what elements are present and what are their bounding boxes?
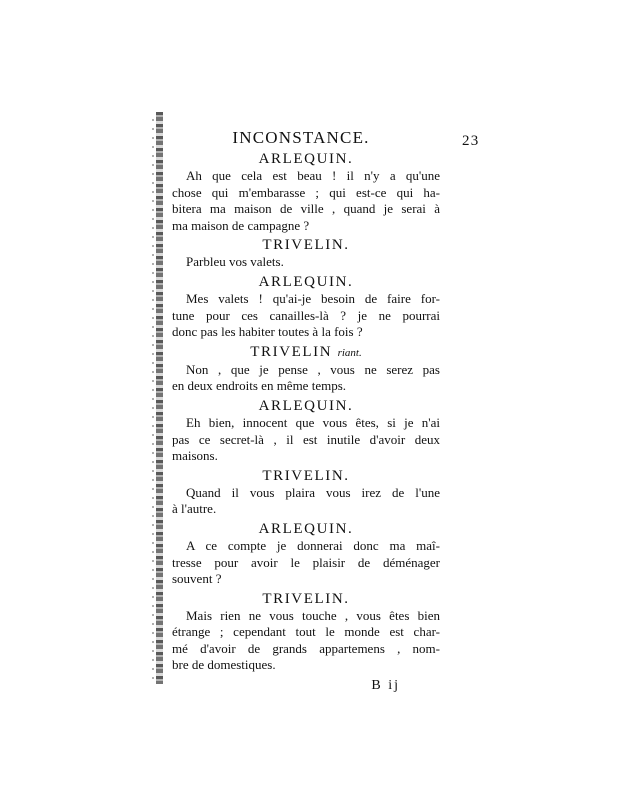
speaker-heading (172, 236, 440, 254)
speaker-name: ARLEQUIN. (258, 397, 354, 414)
page-number: 23 (462, 133, 480, 149)
dialogue-line: Non , que je pense , vous ne serez pas (186, 361, 440, 377)
dialogue-text (172, 150, 440, 674)
dialogue-line: Quand il vous plaira vous irez de l'une (186, 484, 440, 500)
signature-mark: B ij (371, 678, 400, 694)
dialogue-line: tune pour ces canailles-là ? je ne pourrai (172, 307, 440, 323)
dialogue-line: A ce compte je donnerai donc ma maî- (186, 537, 440, 553)
dialogue-line: maisons. (172, 448, 218, 464)
dialogue-line: souvent ? (172, 571, 222, 587)
book-binding-stitching (152, 112, 154, 684)
speaker-heading (172, 590, 440, 608)
dialogue-line: bre de domestiques. (172, 657, 276, 673)
speaker-name: ARLEQUIN. (258, 520, 354, 537)
speaker-name: TRIVELIN. (262, 237, 350, 254)
dialogue-line: étrange ; cependant tout le monde est char- (172, 624, 440, 640)
dialogue-line: donc pas les habiter toutes à la fois ? (172, 324, 363, 340)
book-binding-edge (156, 112, 163, 684)
speaker-heading (172, 343, 440, 362)
book-page (172, 128, 480, 695)
dialogue-line: chose qui m'embarasse ; qui est-ce qui ha- (172, 184, 440, 200)
dialogue-line: Mais rien ne vous touche , vous êtes bien (186, 607, 440, 623)
dialogue-line: bitera ma maison de ville , quand je serai à (172, 201, 440, 217)
dialogue-line: pas ce secret-là , il est inutile d'avoir deux (172, 431, 440, 447)
speaker-heading (172, 273, 440, 291)
dialogue-line: mé d'avoir de grands appartemens , nom- (172, 640, 440, 656)
dialogue-line: Parbleu vos valets. (186, 254, 284, 270)
dialogue-line: Ah que cela est beau ! il n'y a qu'une (186, 168, 440, 183)
dialogue-line: en deux endroits en même temps. (172, 378, 347, 394)
speaker-heading (172, 150, 440, 168)
dialogue-line: tresse pour avoir le plaisir de déménager (172, 554, 440, 570)
dialogue-line: Eh bien, innocent que vous êtes, si je n'ai (186, 414, 440, 430)
dialogue-line: ma maison de campagne ? (172, 217, 310, 233)
speaker-name: ARLEQUIN. (258, 273, 354, 290)
speaker-heading (172, 397, 440, 415)
speaker-heading (172, 467, 440, 485)
speaker-heading (172, 520, 440, 538)
dialogue-line: à l'autre. (172, 501, 217, 517)
speaker-name: ARLEQUIN. (258, 151, 354, 167)
running-head (212, 128, 480, 149)
speaker-name: TRIVELIN. (262, 590, 350, 607)
speaker-name: TRIVELIN (250, 343, 333, 360)
stage-direction: riant. (337, 346, 362, 359)
dialogue-line: Mes valets ! qu'ai-je besoin de faire for- (186, 290, 440, 306)
running-head-title: INCONSTANCE. (232, 128, 370, 147)
speaker-name: TRIVELIN. (262, 467, 350, 484)
